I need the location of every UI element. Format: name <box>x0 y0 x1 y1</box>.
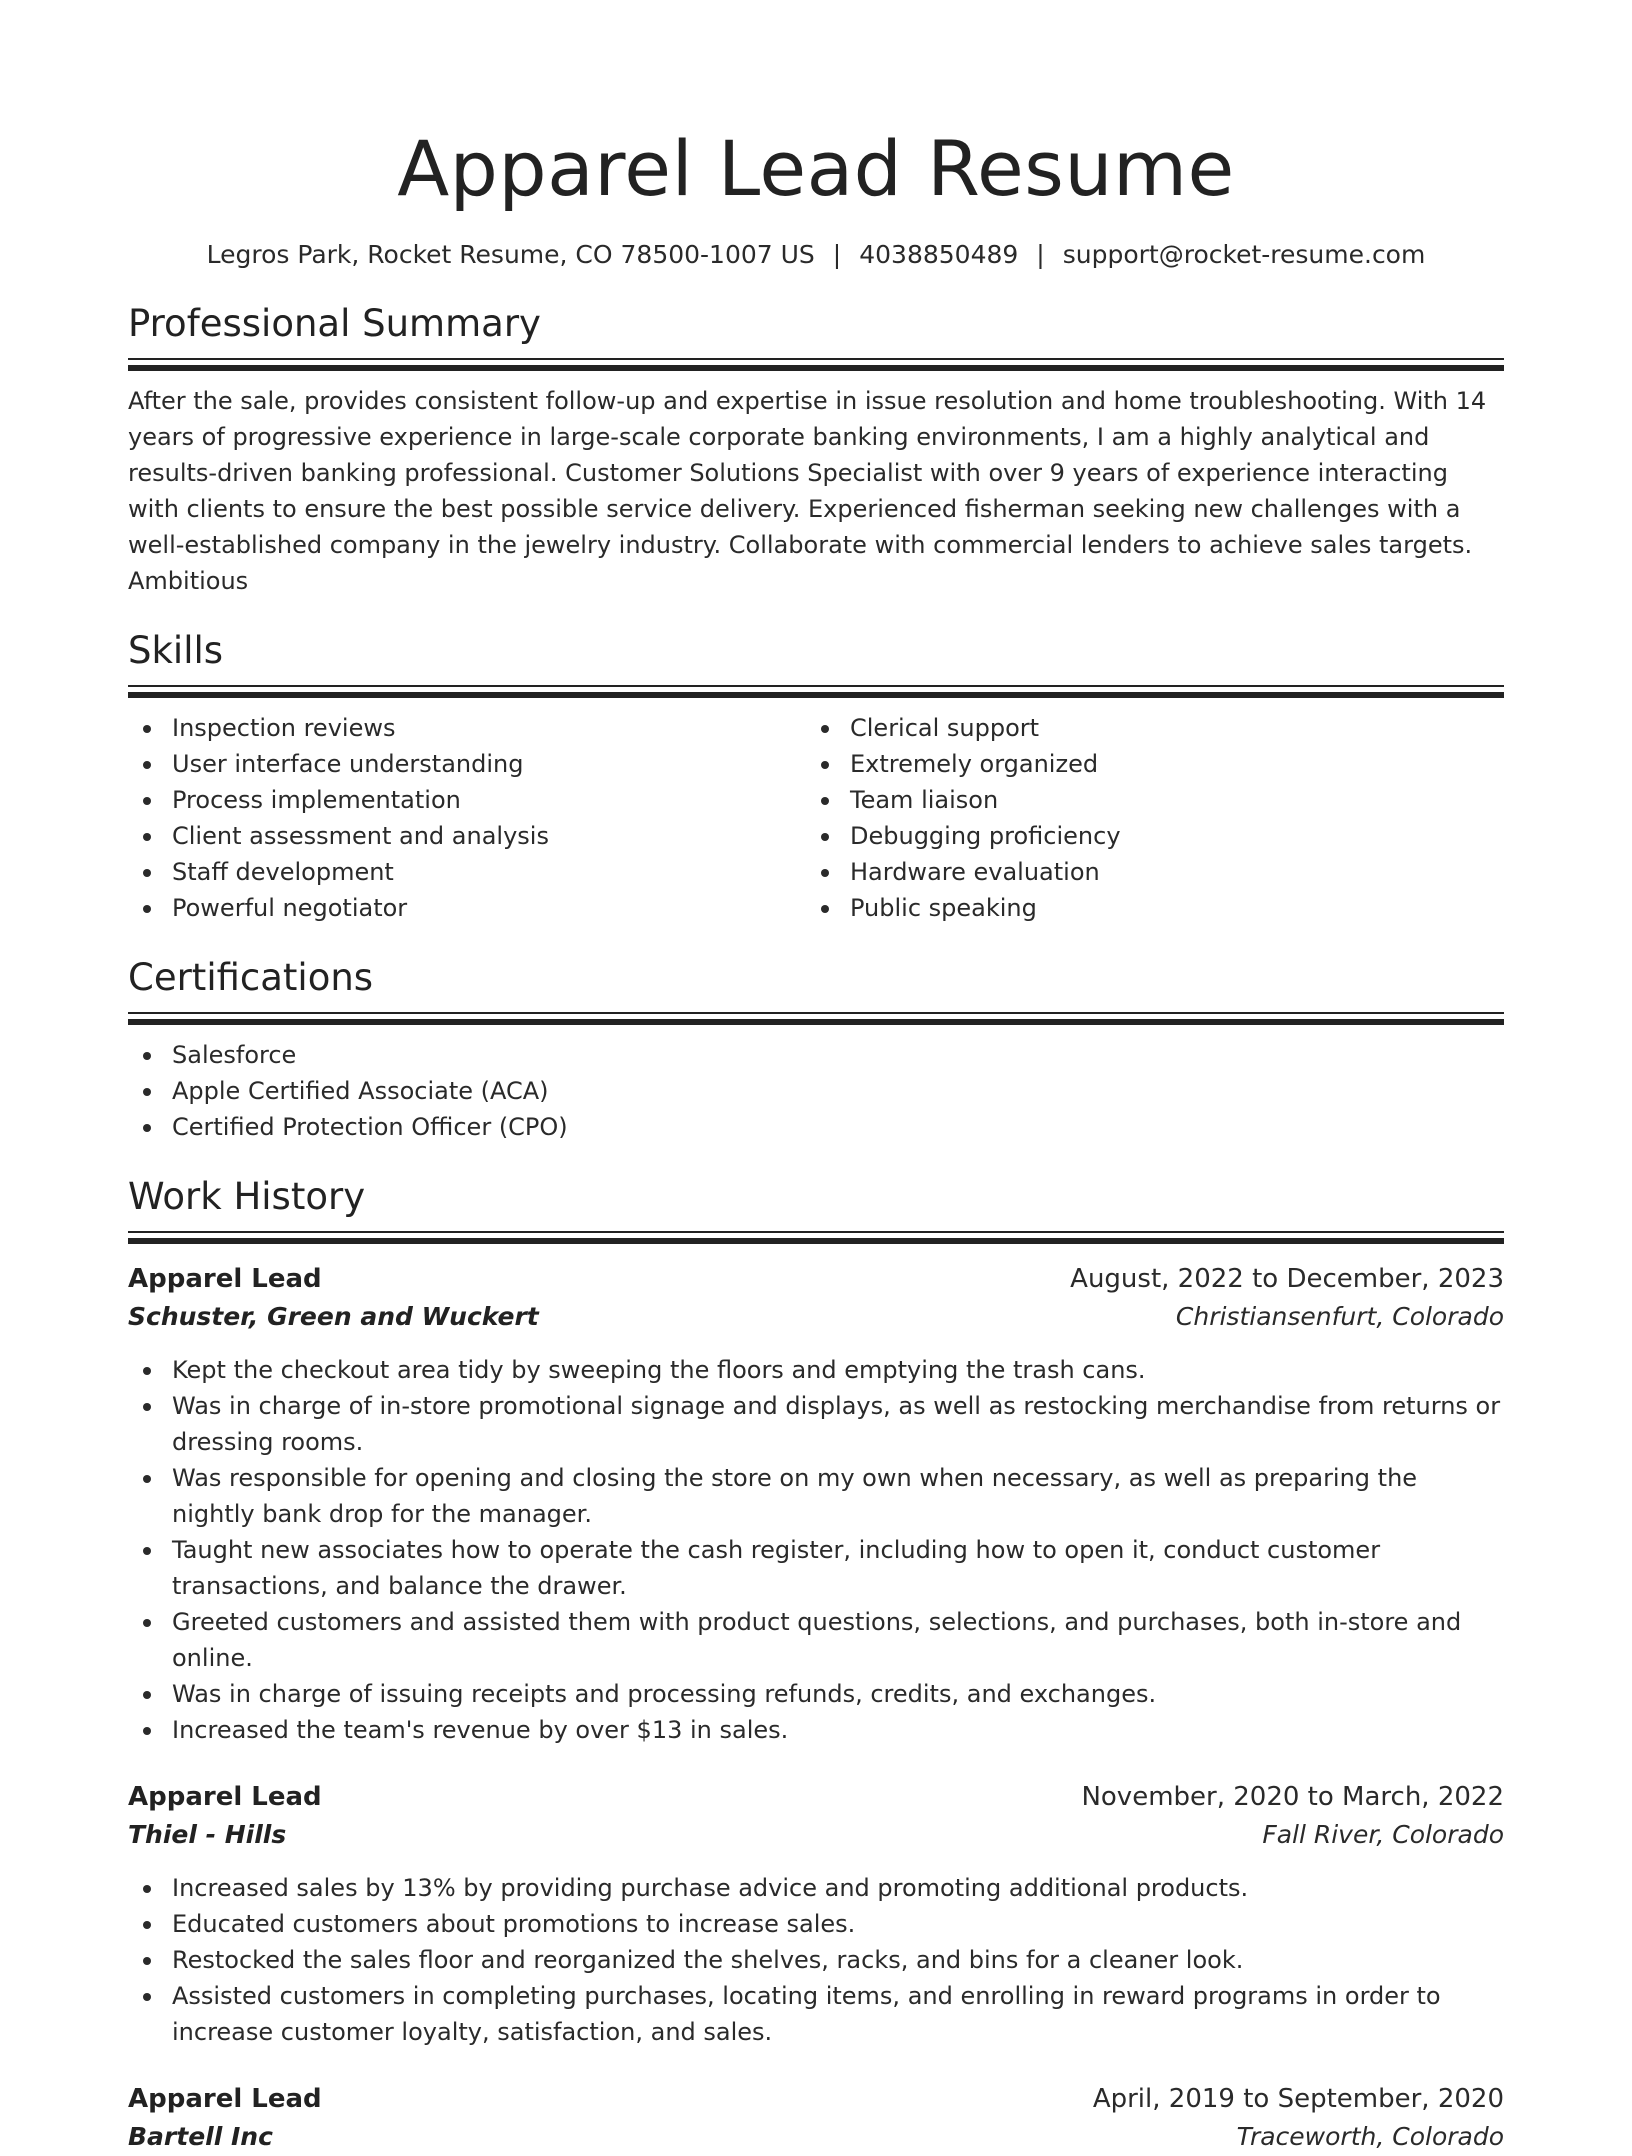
page-title: Apparel Lead Resume <box>397 124 1235 213</box>
job-header <box>128 1260 1504 1298</box>
section-divider <box>128 685 1504 698</box>
job-bullet: Taught new associates how to operate the cash register, including how to open it, conduct customer transactions, and balance the drawer. <box>128 1532 1504 1604</box>
section-divider <box>128 1012 1504 1025</box>
job-subheader <box>128 2118 1504 2156</box>
contact-phone: 4038850489 <box>859 240 1019 269</box>
job-bullet: Was responsible for opening and closing the store on my own when necessary, as well as preparing the nightly bank drop for the manager. <box>128 1460 1504 1532</box>
contact-separator: | <box>832 240 842 269</box>
skills-columns <box>128 710 1504 926</box>
job-company: Schuster, Green and Wuckert <box>128 1302 539 1331</box>
job-header <box>128 2080 1504 2118</box>
job-subheader <box>128 1298 1504 1336</box>
skill-item: User interface understanding <box>128 746 806 782</box>
job-entry <box>128 1778 1504 2050</box>
job-location: Fall River, Colorado <box>1262 1820 1504 1849</box>
job-bullet: Assisted customers in completing purchases, locating items, and enrolling in reward programs in order to increase customer loyalty, satisfaction, and sales. <box>128 1978 1504 2050</box>
skills-list-left <box>128 710 806 926</box>
job-dates: April, 2019 to September, 2020 <box>1092 2084 1504 2114</box>
skill-item: Staff development <box>128 854 806 890</box>
skill-item: Public speaking <box>806 890 1484 926</box>
work-history-heading: Work History <box>128 1175 366 1218</box>
skills-list-right <box>806 710 1484 926</box>
job-bullet: Educated customers about promotions to increase sales. <box>128 1906 1504 1942</box>
job-bullet: Kept the checkout area tidy by sweeping the floors and emptying the trash cans. <box>128 1352 1504 1388</box>
skill-item: Debugging proficiency <box>806 818 1484 854</box>
job-subheader <box>128 1816 1504 1854</box>
skill-item: Inspection reviews <box>128 710 806 746</box>
certification-item: Certified Protection Officer (CPO) <box>128 1109 1504 1145</box>
job-dates: August, 2022 to December, 2023 <box>1070 1264 1504 1294</box>
job-location: Tracеworth, Colorado <box>1236 2122 1504 2151</box>
contact-email: support@rocket-resume.com <box>1062 240 1426 269</box>
job-title: Apparel Lead <box>128 1782 322 1812</box>
job-bullet: Greeted customers and assisted them with product questions, selections, and purchases, both in-store and online. <box>128 1604 1504 1676</box>
job-bullet: Was in charge of issuing receipts and processing refunds, credits, and exchanges. <box>128 1676 1504 1712</box>
job-title: Apparel Lead <box>128 2084 322 2114</box>
skill-item: Team liaison <box>806 782 1484 818</box>
job-bullet: Increased the team's revenue by over $13 in sales. <box>128 1712 1504 1748</box>
skill-item: Process implementation <box>128 782 806 818</box>
skill-item: Clerical support <box>806 710 1484 746</box>
summary-section <box>128 300 1504 599</box>
job-location: Christiansenfurt, Colorado <box>1175 1302 1504 1331</box>
skill-item: Client assessment and analysis <box>128 818 806 854</box>
skill-item: Extremely organized <box>806 746 1484 782</box>
job-entry <box>128 2080 1504 2156</box>
skills-section <box>128 627 1504 926</box>
job-company: Bartell Inc <box>128 2122 273 2151</box>
contact-address: Legros Park, Rocket Resume, CO 78500-1007 US <box>206 240 815 269</box>
job-bullets <box>128 1870 1504 2050</box>
job-company: Thiel - Hills <box>128 1820 287 1849</box>
job-bullet: Increased sales by 13% by providing purchase advice and promoting additional products. <box>128 1870 1504 1906</box>
section-divider <box>128 1231 1504 1244</box>
certifications-list <box>128 1037 1504 1145</box>
job-entry <box>128 1260 1504 1748</box>
skills-heading: Skills <box>128 629 224 672</box>
job-bullet: Restocked the sales floor and reorganized the shelves, racks, and bins for a cleaner look. <box>128 1942 1504 1978</box>
job-dates: November, 2020 to March, 2022 <box>1081 1782 1504 1812</box>
work-history-section <box>128 1173 1504 2156</box>
summary-heading: Professional Summary <box>128 302 541 345</box>
resume-page <box>128 0 1504 2156</box>
job-header <box>128 1778 1504 1816</box>
summary-text: After the sale, provides consistent follow-up and expertise in issue resolution and home troubleshooting. With 14 years of progressive experience in large-scale corporate banking environments, I am a highly analytical and results-driven banking professional. Customer Solutions Specialist with over 9 years of experience interacting with clients to ensure the best possible service delivery. Experienced fisherman seeking new challenges with a well-established company in the jewelry industry. Collaborate with commercial lenders to achieve sales targets. Ambitious <box>128 387 1487 595</box>
contact-line <box>128 238 1504 272</box>
section-divider <box>128 358 1504 371</box>
certification-item: Apple Certified Associate (ACA) <box>128 1073 1504 1109</box>
job-title: Apparel Lead <box>128 1264 322 1294</box>
job-bullets <box>128 1352 1504 1748</box>
certifications-heading: Certifications <box>128 956 374 999</box>
contact-separator: | <box>1036 240 1045 269</box>
skill-item: Powerful negotiator <box>128 890 806 926</box>
certifications-section <box>128 954 1504 1145</box>
job-bullet: Was in charge of in-store promotional signage and displays, as well as restocking merchandise from returns or dressing rooms. <box>128 1388 1504 1460</box>
skill-item: Hardware evaluation <box>806 854 1484 890</box>
certification-item: Salesforce <box>128 1037 1504 1073</box>
